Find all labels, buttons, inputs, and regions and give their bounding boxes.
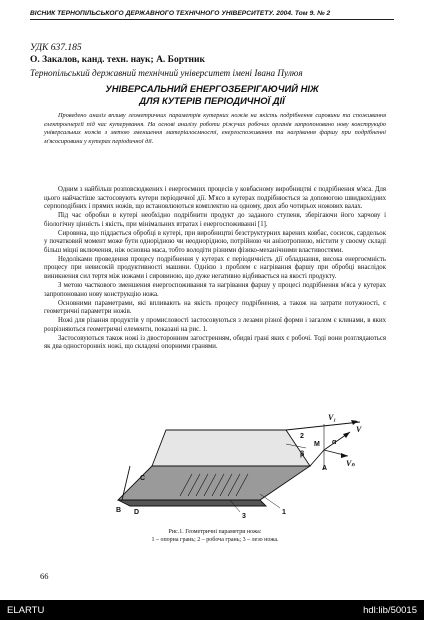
affiliation: Тернопільський державний технічний університет імені Івана Пулюя: [30, 68, 303, 78]
paragraph: Ножі для різання продуктів у промисловості застосовуються з лезами різної форми і загалом є клинами, в яких розрізняються геометричні елементи, показані на рис. 1.: [44, 317, 386, 333]
authors: О. Закалов, канд. техн. наук; А. Бортник: [30, 55, 205, 65]
page-number: 66: [40, 571, 49, 581]
paragraph: З метою часткового зменшення енергоспоживання та нагрівання фаршу у процесі подрібнення м'яса у кутерах запропоновано нову конструкцію ножа.: [44, 282, 386, 298]
article-title: [30, 83, 394, 107]
title-line-1: УНІВЕРСАЛЬНИЙ ЕНЕРГОЗБЕРІГАЮЧИЙ НІЖ: [105, 83, 319, 94]
velocity-v-line: [286, 422, 360, 430]
label-b: B: [116, 507, 122, 514]
paragraph: Під час обробки в кутері необхідно подрібнити продукт до заданого ступеня, зберігаючи його харчову і біологічну цінність і якість, при мінімальних втратах і енергоспоживанні [1].: [44, 212, 386, 228]
footer-bar: [0, 600, 424, 620]
caption-line-1: Рис.1. Геометричні параметри ножа:: [168, 529, 262, 535]
article-body: [44, 186, 386, 352]
knife-top-face: [152, 430, 310, 466]
caption-line-2: 1 – опорна грань; 2 – робоча грань; 3 – лезо ножа.: [151, 537, 279, 543]
label-1: 1: [282, 509, 286, 516]
udc-code: УДК 637.185: [30, 43, 82, 53]
paragraph: Основними параметрами, які впливають на якість процесу подрібнення, а також на затрати потужності, є геометричні параметри ножів.: [44, 299, 386, 316]
paragraph: Одним з найбільш розповсюджених і енергоємних процесів у ковбасному виробництві є подрібнення м'яса. Для цього найчастіше застосовують кутери періодичної дії. М'ясо в кутерах подрібнюється за допомогою швидкохідних серпоподібних і прямих ножів, що встановлюються комплектно на одному, двох або чотирьох ножових валах.: [44, 186, 386, 211]
paragraph: Недоліками проведення процесу подрібнення у кутерах є періодичність дії обладнання, висока енергоємність процесу при невисокій продуктивності машини. Однією з проблем є нагрівання фаршу при обробці внаслідок виникнення сил тертя між ножами і сировиною, що дуже негативно відбивається на якості продукту.: [44, 255, 386, 280]
label-vn: Vₙ: [346, 459, 355, 468]
label-v1: V₁: [328, 413, 337, 422]
label-3: 3: [242, 513, 246, 520]
running-header: ВІСНИК ТЕРНОПІЛЬСЬКОГО ДЕРЖАВНОГО ТЕХНІЧНОГО УНІВЕРСИТЕТУ. 2004. Том 9. № 2: [30, 10, 394, 20]
footer-right: hdl:lib/50015: [363, 605, 417, 616]
label-beta: β: [300, 451, 305, 458]
knife-support-face: [118, 500, 266, 506]
abstract: Проведено аналіз впливу геометричних параметрів кутерних ножів на якість подрібнення сировини та споживання електроенергії під час кутерування. На основі аналізу роботи ріжучих робочих органів запропоновано нову конструкцію універсальних ножів з метою зменшення матеріалоємності, енергоспоживання та нагрівання фаршу при подрібненні м'ясосировини у кутерах періодичної дії.: [44, 112, 386, 145]
knife-geometry-figure: [110, 408, 364, 520]
label-a: A: [322, 465, 328, 472]
label-2: 2: [300, 433, 304, 440]
title-line-2: ДЛЯ КУТЕРІВ ПЕРІОДИЧНОЇ ДІЇ: [139, 95, 285, 106]
label-d: D: [134, 509, 140, 516]
label-m: M: [314, 441, 320, 448]
label-alpha: α: [332, 439, 337, 446]
figure-caption: [44, 528, 386, 544]
label-c: C: [140, 475, 146, 482]
label-v: V: [356, 425, 362, 434]
footer-left: ELARTU: [7, 605, 45, 616]
paragraph: Застосовуються також ножі із двосторонним загостренням, обидві грані яких є робочі. Тоді вони розглядаються як два односторонніх ножі, що складені опорними гранями.: [44, 334, 386, 351]
paragraph: Сировина, що піддається обробці в кутері, при виробництві безструктурних варених ковбас, сосисок, сардельок у початковий момент може бути однорідною чи неоднорідною, потрійною чи анізотропною, містити у своєму складі більш міцні включення, ніж основна маса, тобто володіти різними фізико-механічними властивостями.: [44, 229, 386, 254]
knife-working-face: [118, 466, 310, 500]
